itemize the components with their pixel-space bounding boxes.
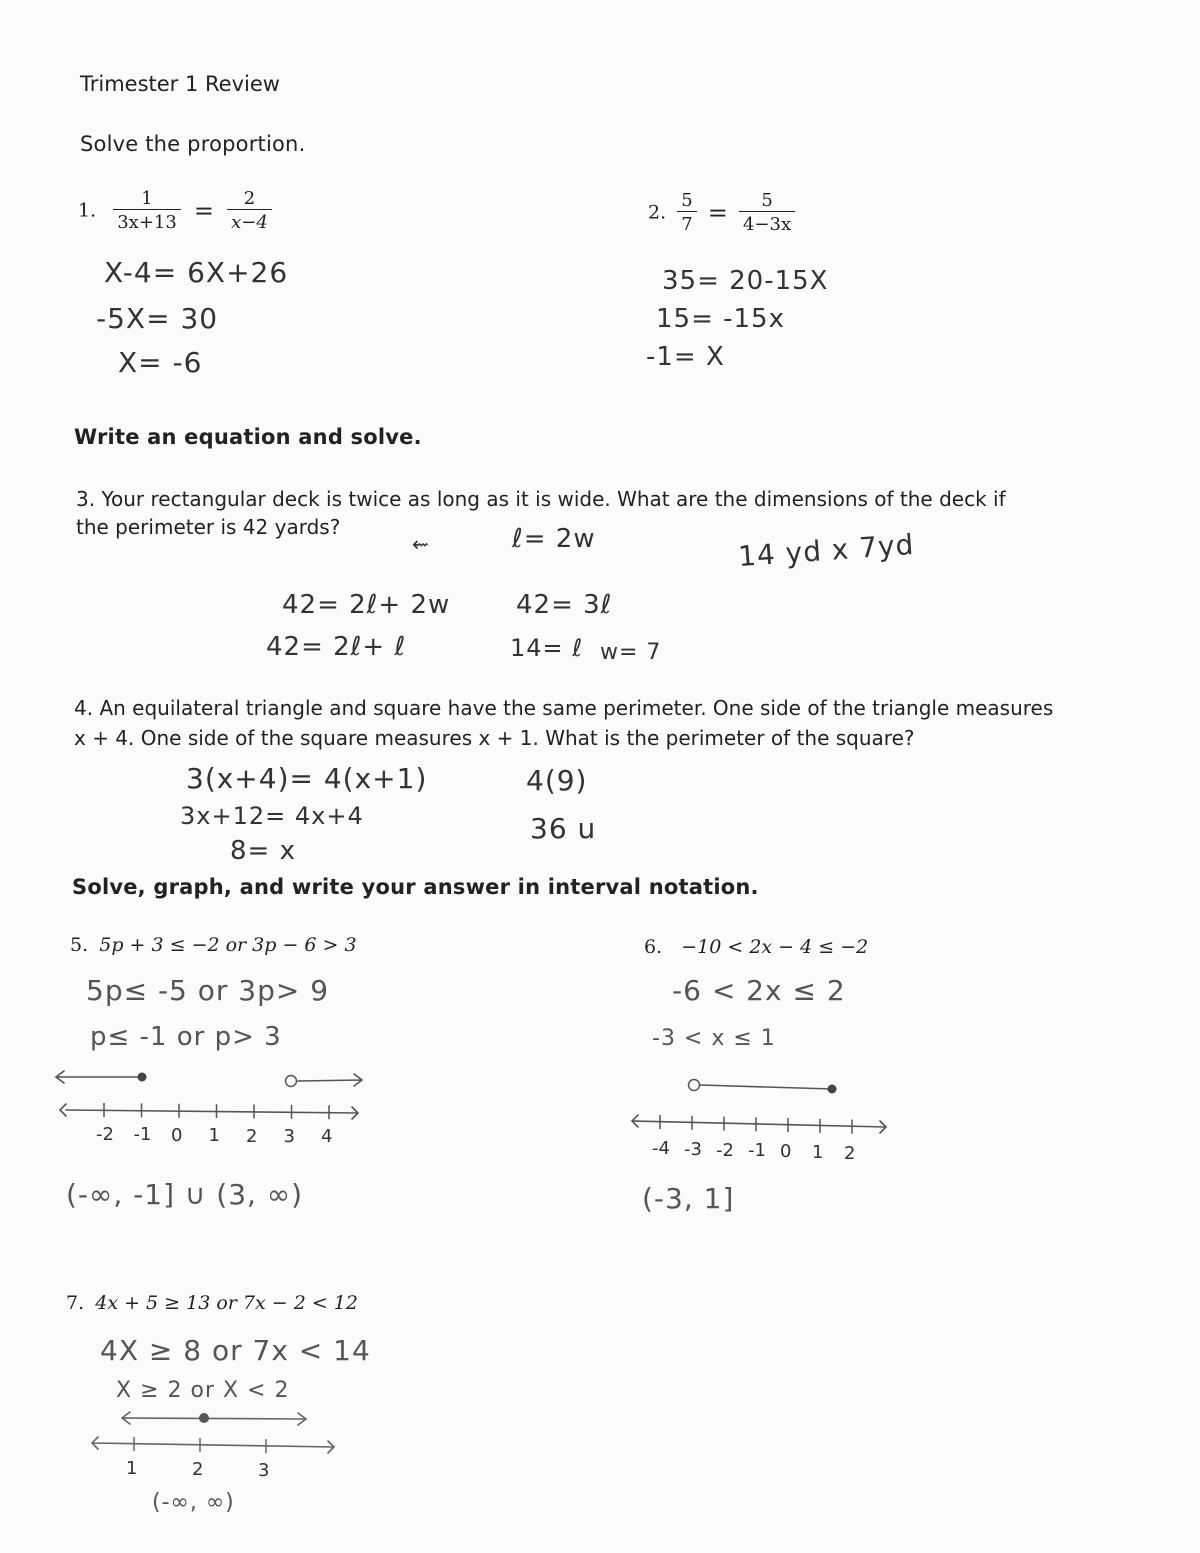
section-heading-equation: Write an equation and solve. [74,425,422,449]
problem-6-work-line-1: -6 < 2x ≤ 2 [672,974,846,1007]
problem-3-relation: ℓ= 2w [512,524,596,554]
number-line-tick-label: 1 [208,1125,220,1147]
problem-5-inequality: 5p + 3 ≤ −2 or 3p − 6 > 3 [99,934,357,956]
problem-2-number: 2. [648,201,667,224]
problem-2-work-line-3: -1= X [646,342,725,372]
fraction-denominator: 4−3x [739,211,795,235]
problem-4-work-eq-3: 8= x [230,836,296,866]
solution-line [122,1412,306,1425]
fraction-numerator: 2 [243,188,256,209]
problem-2-work-line-1: 35= 20-15X [662,266,829,296]
problem-1-work-line-1: X-4= 6X+26 [104,256,289,289]
number-line-tick-label: 2 [246,1125,258,1147]
fraction-numerator: 1 [141,188,153,209]
problem-4-work-eq-1: 3(x+4)= 4(x+1) [186,762,428,795]
number-line-tick-label: -1 [133,1124,152,1146]
number-line-tick-label: 1 [812,1141,824,1163]
problem-7-work-line-1: 4X ≥ 8 or 7x < 14 [100,1334,371,1367]
problem-5-answer: (-∞, -1] ∪ (3, ∞) [66,1178,304,1211]
number-line-tick-label: -1 [748,1140,766,1162]
problem-3-work-eq-5: w= 7 [600,640,662,665]
problem-1-work-line-2: -5X= 30 [96,302,219,335]
problem-6-answer: (-3, 1] [642,1182,735,1215]
equals-sign: = [193,196,215,225]
problem-7-answer: (-∞, ∞) [152,1490,235,1515]
closed-point [199,1413,209,1423]
fraction-denominator: 7 [677,211,696,235]
problem-5-work-line-2: p≤ -1 or p> 3 [90,1022,282,1052]
number-line [92,1437,334,1453]
number-line-tick-label: 2 [844,1142,856,1164]
number-line-tick-label: -4 [652,1138,670,1159]
problem-4-work-eq-2: 3x+12= 4x+4 [180,802,364,830]
number-line-tick-label: -3 [684,1138,702,1160]
problem-4-answer-line-1: 4(9) [526,764,588,797]
problem-3-work-eq-4: 14= ℓ [510,634,584,662]
problem-2-work-line-2: 15= -15x [656,304,785,334]
page-title: Trimester 1 Review [80,72,280,96]
number-line-tick-label: 2 [192,1459,204,1481]
problem-1-work-line-3: X= -6 [118,346,203,379]
problem-3-text-line-1: 3. Your rectangular deck is twice as long as it is wide. What are the dimensions of the deck if [76,487,1006,511]
problem-6-number: 6. [644,936,663,958]
number-line-tick-label: 0 [171,1124,183,1146]
problem-3-text-line-2: the perimeter is 42 yards? [76,515,341,539]
problem-4-answer-line-2: 36 u [530,812,597,845]
problem-6-work-line-2: -3 < x ≤ 1 [652,1026,776,1051]
problem-3-work-eq-3: 42= 3ℓ [516,590,613,620]
number-line-tick-label: 3 [258,1460,270,1482]
fraction-denominator: x−4 [227,209,272,233]
problem-1-number: 1. [78,199,97,222]
problem-3-work-eq-1: 42= 2ℓ+ 2w [282,590,451,620]
problem-7-work-line-2: X ≥ 2 or X < 2 [116,1378,290,1403]
problem-3-work-eq-2: 42= 2ℓ+ ℓ [266,632,407,662]
problem-5-number: 5. [70,934,89,956]
problem-3-scribble: ⇜ [412,532,430,556]
section-heading-proportion: Solve the proportion. [80,132,306,156]
problem-4-text-line-2: x + 4. One side of the square measures x + 1. What is the perimeter of the square? [74,726,915,750]
problem-4-text-line-1: 4. An equilateral triangle and square have the same perimeter. One side of the triangle measures [74,696,1054,720]
number-line-tick-label: 4 [321,1126,333,1148]
number-line-tick-label: -2 [716,1139,734,1161]
problem-7-inequality: 4x + 5 ≥ 13 or 7x − 2 < 12 [95,1292,358,1314]
fraction-denominator: 3x+13 [113,209,181,233]
section-heading-inequality: Solve, graph, and write your answer in interval notation. [72,875,759,899]
number-line-tick-label: 1 [126,1458,138,1479]
fraction-numerator: 5 [681,190,693,211]
number-line-tick-label: 0 [780,1141,792,1163]
number-line-tick-label: 3 [283,1125,295,1147]
fraction-numerator: 5 [761,190,773,211]
problem-5-work-line-1: 5p≤ -5 or 3p> 9 [86,974,330,1007]
equals-sign: = [707,198,728,227]
number-line-tick-label: -2 [96,1124,114,1145]
problem-3-answer: 14 yd x 7yd [737,527,916,574]
problem-7-number: 7. [66,1292,85,1314]
problem-6-inequality: −10 < 2x − 4 ≤ −2 [681,936,869,958]
